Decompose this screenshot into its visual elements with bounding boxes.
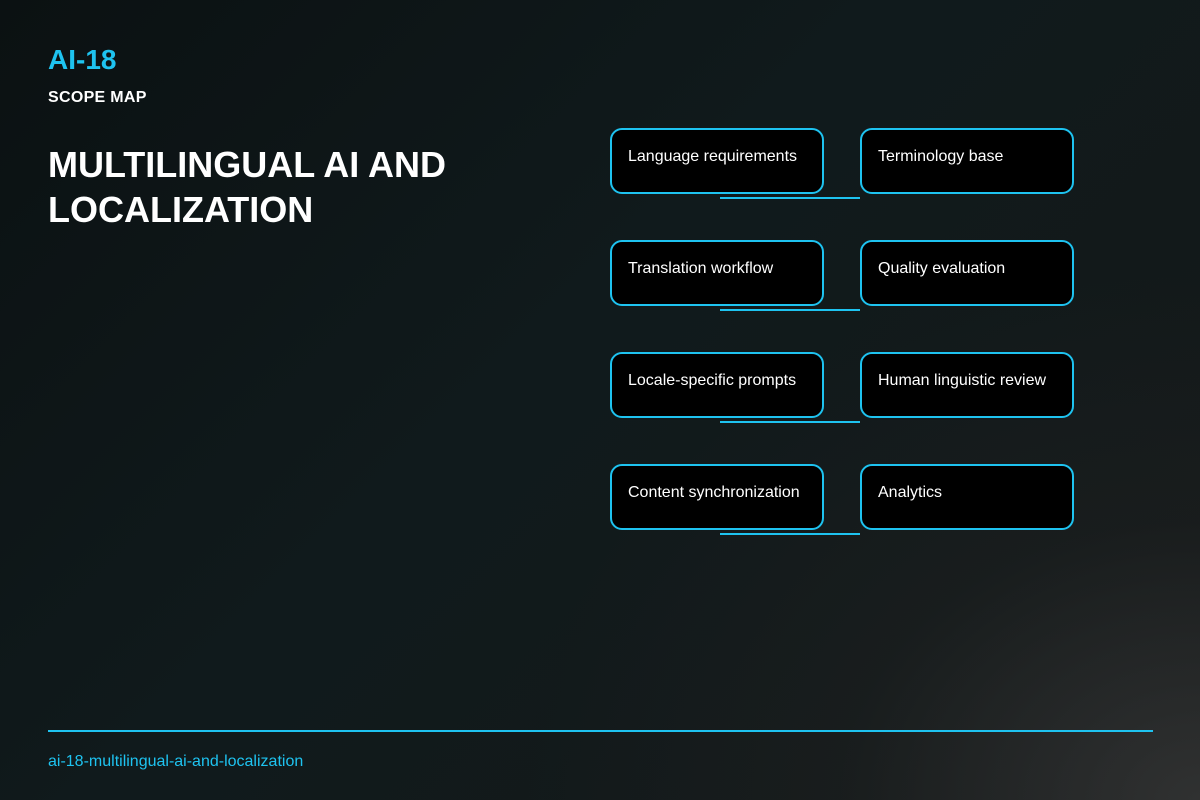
scope-connector xyxy=(720,197,860,199)
footer-divider xyxy=(48,730,1153,732)
scope-node[interactable]: Terminology base xyxy=(860,128,1074,194)
section-kicker: SCOPE MAP xyxy=(48,89,147,106)
scope-node[interactable]: Translation workflow xyxy=(610,240,824,306)
scope-connector xyxy=(720,309,860,311)
scope-node[interactable]: Locale-specific prompts xyxy=(610,352,824,418)
scope-connector xyxy=(720,421,860,423)
document-code: AI-18 xyxy=(48,44,117,75)
scope-node[interactable]: Language requirements xyxy=(610,128,824,194)
scope-connector xyxy=(720,533,860,535)
page-title: MULTILINGUAL AI AND LOCALIZATION xyxy=(48,144,446,230)
footer-slug: ai-18-multilingual-ai-and-localization xyxy=(48,753,304,770)
scope-node[interactable]: Analytics xyxy=(860,464,1074,530)
scope-node[interactable]: Content synchronization xyxy=(610,464,824,530)
scope-node[interactable]: Human linguistic review xyxy=(860,352,1074,418)
scope-node[interactable]: Quality evaluation xyxy=(860,240,1074,306)
scope-map-grid xyxy=(610,128,1080,536)
